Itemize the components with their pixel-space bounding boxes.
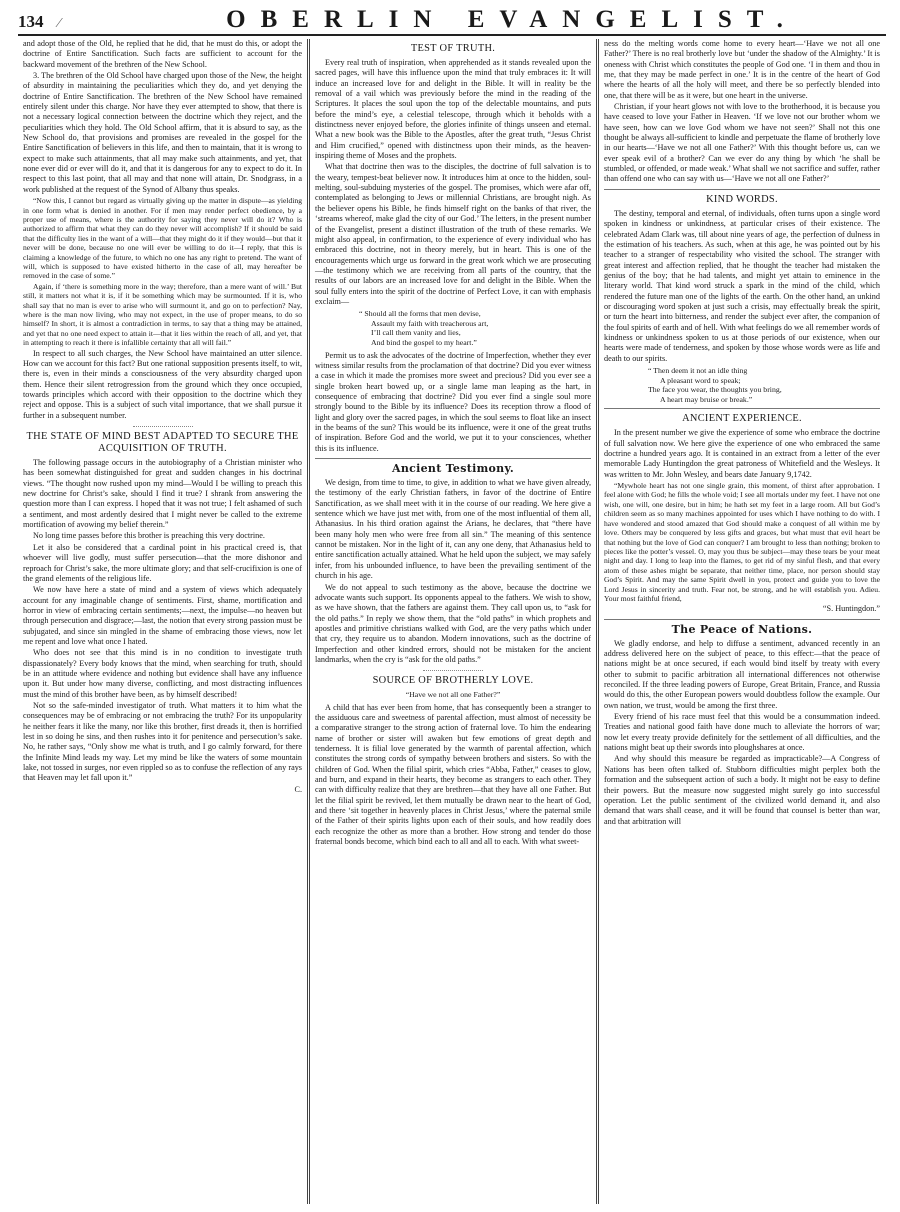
section-divider — [423, 670, 483, 671]
paragraph: Permit us to ask the advocates of the doctrine of Imperfection, whether they ever witness similar results from the proclamation of that doctrine? Did you ever witness a case in which it made the promises more sweet and precious? Did you ever see a single broken heart bowed up, or a single lame man leaping as the hart, in consequence of embracing that doctrine? Did you ever find a single soul more strongly bound to the Bible by its influence? Does its reception throw a flood of light and glory over the sacred pages, in which the soul seems to float like an insect in the beams of the sun? This would be its influence, were it one of the great truths of inspiration. Before God and the world, we put it to your consciences, whether this is its influence. — [315, 350, 591, 453]
column-2 — [307, 39, 596, 1204]
paragraph: In the present number we give the experience of some who embrace the doctrine of full salvation now. We here give the experience of one who embraced the same doctrine a hundred years ago. It is contained in an extract from a letter of the ever memorable Lady Huntingdon the great patroness of Whitefield and the Wesleys. It was written to Mr. John Wesley, and bears date January 9,1742. — [604, 428, 880, 479]
paragraph: The destiny, temporal and eternal, of individuals, often turns upon a single word spoken in kindness or unkindness, at particular crises of their existence. The celebrated Adam Clark was, till about nine years of age, the perfection of dulness in the estimation of his teachers. As such, when at this age, he was pointed out by his teacher to a stranger of respectability who visited the school. The stranger with great interest and affection replied, that he thought the teacher had mistaken the genius of the boy; that he had talents, and might yet attain to eminence in the literary world. That kind word struck a spark in the mind of the child, which rendered the future man one of the lights of the earth. On the other hand, an unkind or discouraging word spoken at just such a crisis, may effectually break the spirit, or turn the heart into bitterness, and render the subject ever after, the companion of the foul spirits of earth and of hell. With what feelings do we all remember words of kindness or unkindness spoken to us at those periods of our existence, when our hearts were made of tenderness, and spoken by those whose words were as life and death to our spirits. — [604, 208, 880, 363]
column-3 — [596, 39, 885, 1204]
signature: C. — [294, 784, 302, 794]
article-heading: THE STATE OF MIND BEST ADAPTED TO SECURE THE ACQUISITION OF TRUTH. — [26, 431, 299, 455]
page-number: 134 — [18, 12, 44, 31]
paragraph: No long time passes before this brother is preaching this very doctrine. — [33, 531, 265, 541]
paragraph: Every real truth of inspiration, when apprehended as it stands revealed upon the sacred pages, will have this influence upon the mind that truly embraces it: It will induce an increased love for and delight in the Bible. It will in reality be the removal of a vail which was previously before the mind in the reading of the Scriptures. It places the soul upon the top of the delectable mountains, and puts before the mind’s eye, a celestial telescope, through which it beholds with a distinctness never enjoyed before, the glories infinite of things unseen and eternal. What a new book was the Bible to the Apostles, after the great truth, “Jesus Christ and Him crucified,” opened with distinctness upon their minds, as the heaven-inspiring theme of Moses and the prophets. — [315, 58, 591, 161]
block-quote: “Now this, I cannot but regard as virtually giving up the matter in dispute—as yielding in one form what is denied in another. For if men may render perfect obedience, by a proper use of means, where is the authority for saying they never will do it? Who is authorized to affirm that what they can do they never will accomplish? If it should be said that the difficulty lies in the want of a will—that they might do it if they would—but that it never will be done, because no one will ever be willing to do it—I reply, that this is claiming a knowledge of the future, to which no one has any right to pretend. The want of will, which is supposed to have existed hitherto in the case of all, may hereafter be removed in the case of some.” — [23, 196, 302, 281]
paragraph: We now have here a state of mind and a system of views which adequately account for any imaginable change of sentiments. First, shame, mortification and horror in view of embracing certain sentiments;—next, the impulse—no heaven but through persecution and disgrace;—last, the notion that every strong passion must be subjugated, and since sin mingled in the shame of embracing those views, now let me repent and love what once I hated. — [23, 585, 302, 646]
article-heading: TEST OF TRUTH. — [410, 43, 496, 54]
paragraph: and adopt those of the Old, he replied that he did, that he must do this, or adopt the doctrine of Entire Sanctification. Such facts are sufficient to account for the backward movement of the brethren of the New School. — [23, 39, 302, 69]
ink-smudge: ⁄ — [58, 16, 61, 31]
poem-line: Assault my faith with treacherous art, — [371, 318, 489, 328]
article-heading: ANCIENT EXPERIENCE. — [682, 413, 802, 425]
poem-line: And bind the gospel to my heart.” — [371, 338, 477, 348]
article-heading: Ancient Testimony. — [391, 462, 515, 476]
column-1 — [18, 39, 307, 1204]
poem-line: I’ll call them vanity and lies, — [371, 328, 461, 338]
signature: “S. Huntingdon.” — [822, 604, 880, 614]
article-heading: SOURCE OF BROTHERLY LOVE. — [372, 675, 534, 687]
paragraph: And why should this measure be regarded as impracticable?—A Congress of Nations has been often talked of. Stubborn difficulties might perplex both the formation and the subsequent action of such a body. It might not be easy to define their powers. But the measure now suggested might surely go into successful operation. Let the public sentiment of the civilized world demand it, and also demand that wars shall cease, and it will be found that counsel is better than war, and that arbitration will — [604, 754, 880, 826]
poem — [315, 309, 591, 347]
section-divider — [133, 426, 193, 427]
paragraph: In respect to all such charges, the New School have maintained an utter silence. How can we account for this fact? But one rational supposition presents itself, to wit, there is, even in their minds a consciousness of the very absurdity charged upon them. Hence their silent retrogression from the ground which they once occupied, towards principles which accord with their opposition to the doctrine which they reject and oppose. This is a subject of such vital importance, that we shall pursue it further in a subsequent number. — [23, 348, 302, 420]
block-quote: Again, if ‘there is something more in the way; therefore, than a mere want of will.’ But still, it matters not what it is, if it be something which may be surmounted. If it is, who shall say that no man is ever to arise who will surmount it, and go on to perfection? Nay, where is the man now living, who may not expect, in the use of proper means, to do so himself? In short, it is almost a contradiction in terms, to say that a thing may be attained, and yet that no one need expect to attain it—that it lies within the reach of all, and yet, that in attempting to reach it there is infallible certainty that all will fail.” — [23, 281, 302, 348]
paragraph: 3. The brethren of the Old School have charged upon those of the New, the height of absurdity in maintaining the peculiarities which they do, and yet denying the doctrine of Entire Sanctification. The brethren of the New School have remained entirely silent under this charge. Nor have they ever attempted to show, that there is not a necessary logical connection between the doctrine which they reject, and the peculiarities which they hold. The Old School affirm, that it is absurd to say, as the New School do, that provisions and promises are revealed in the gospel for the Entire Sanctification of believers in this life, and then to maintain, that it is wrong to expect to make such attainments, that all may make such attainments, and yet, that none ever did or ever will do it, and that it is dangerous for any to expect to do it. In respect to this last point, that all may and that none will attain, Dr. Snodgrass, in a work published at the request of the Synod of Albany thus speaks. — [23, 71, 302, 194]
section-divider — [604, 619, 880, 620]
paragraph: Christian, if your heart glows not with love to the brotherhood, it is because you have ceased to love your Father in Heaven. ‘If we love not our brother whom we have seen, how can we love God whom we have not seen?’ Shall not this one thought be always all-sufficient to kindle and perpetuate the flame of brotherly love in our hearts—‘Have we not all one Father?’ With this thought before us, can we ever speak evil of a brother? Can we ever do any thing by which ‘he shall be stumbled, or offended, or made weak.’ What shall we not sacrifice and suffer, rather than offend one who can say with us—‘Have we not all one Father?’ — [604, 102, 880, 184]
section-divider — [315, 458, 591, 459]
poem-line: A pleasant word to speak; — [660, 375, 741, 385]
poem-line: A heart may bruise or break.” — [660, 394, 753, 404]
article-subheading: “Have we not all one Father?” — [405, 690, 501, 700]
paragraph: Who does not see that this mind is in no condition to investigate truth dispassionately? Every body knows that the mind, when searching for truth, should be in an attitude where evidence and nothing but evidence shall have any influence upon it. But under how many diverse, conflicting, and most distracting influences must the mind of this brother have been, as by himself described! — [23, 648, 302, 699]
paragraph: Let it also be considered that a cardinal point in his practical creed is, that whoever will live godly, must suffer persecution—that the more dishonor and reproach for Christ’s sake, the more ultimate glory; and that self-crucifixion is one of the grand elements of the religious life. — [23, 542, 302, 583]
paragraph: We do not appeal to such testimony as the above, because the doctrine we advocate wants such support. Its opponents appeal to the fathers. We wish to show, as we have shown, that the fathers are against them. They call upon us, to “ask for the old paths.” In reply we show them, that the “old paths” in which prophets and apostles and primitive christians walked with God, are the very paths which under that cry, they require us to abandon. Modern innovations, such as the doctrine of Imperfection and other kindred errors, should not be mistaken for the ancient landmarks, when the cry is “ask for the old paths.” — [315, 582, 591, 664]
paragraph: ness do the melting words come home to every heart—‘Have we not all one Father?’ There is no real brotherly love but ‘under the shadow of the Almighty.’ It is oneness with Christ which constitutes the people of God one. ‘I in them and thou in me, that they may be made perfect in one.’ It is in the centre of the heart of God where the hearts of all the holy will meet, and there be so perfectly blended into one, that there will be as it were, but one heart in the universe. — [604, 39, 880, 100]
article-heading: The Peace of Nations. — [671, 622, 813, 636]
paragraph: Every friend of his race must feel that this would be a consummation indeed. Treaties and national good faith have done much to alleviate the horrors of war; now let every treaty provide definitely for the settlement of all difficulties, and the nations might beat up their swords into ploughshares at once. — [604, 712, 880, 753]
block-quote: “Mywhole heart has not one single grain, this moment, of thirst after approbation. I feel alone with God; he fills the whole void; I see all mortals under my feet. I have not one wish, one will, one desire, but in him; he hath set my feet in a large room. All but God’s children seem as so many machines appointed for uses which I have nothing to do with. I have wondered and stood amazed that God should make a conquest of all within me by love. Others may be conquered by less gifts and graces, but what must that evil heart be that nothing but the love of God can conquer? I am brought to less than nothing; broken to pieces like the potter’s vessel. O, may you thus be subject—may these tears be your meat night and day. I long to leap into the flames, to get rid of my sinful flesh, and that every atom of these ashes might be separate, that neither time, place, nor person should stay God’s Spirit. And may the same Spirit dwell in you, protect and guide you to love the Lord Jesus in sincerity and truth. Fear not, be strong, and he will establish you. Adieu. Your most faithful friend, — [604, 481, 880, 603]
paragraph: A child that has ever been from home, that has consequently been a stranger to the assiduous care and sweetness of parental affection, must almost of necessity be a comparative stranger to the strong action of fraternal love. To him the endearing name of brother or sister will awaken but few emotions of great depth and tenderness. It is filial love generated by the warmth of parental affection, which constitutes the strong cords of sympathy between brothers and sisters. So with the children of God. When the filial spirit, which cries “Abba, Father,” ceases to glow, and burn, and expand in their hearts, they become as strangers to each other. They can with difficulty realize that they are brethren—that they have all one Father. But let the filial spirit be revived, let them mutually be drawn near to the heart of God, and there ‘sit together in heavenly places in Christ Jesus,’ where the paternal smile of the Father of their spirits lights upon each of their souls, and how readily does each recognize the other as more than a brother. How strong and tender do those fraternal bonds become, which bind each to all and all to each. With what sweet- — [315, 702, 591, 847]
paragraph: What that doctrine then was to the disciples, the doctrine of full salvation is to the weary, tempest-beat believer now. It introduces him at once to the hidden, soul-melting, soul-subduing mysteries of the gospel. The promises, which were afar off, contemplated as belonging to Jews or millennial Christians, are brought nigh. As the believer opens his Bible, he finds himself right on the banks of that river, the ‘streams whereof, make glad the city of our God.’ The letters, in the present number of the Evangelist, present a distinct illustration of the truth of these remarks. We might also appeal, in confirmation, to the experience of every individual who has embraced this doctrine, not in theory merely, but in heart. This is one of the encouragements which urge us forward in the great work which we are prosecuting—the testimony which we are receiving from all parts of the country, that the results of our labors are an increased love for and delight in the Bible. When the soul fully enters into the spirit of the doctrine of Perfect Love, it can with emphasis exclaim— — [315, 162, 591, 306]
poem-line: “ Then deem it not an idle thing — [648, 365, 748, 375]
poem-line: “ Should all the forms that men devise, — [359, 309, 481, 319]
poem — [604, 366, 880, 404]
paragraph: The following passage occurs in the autobiography of a Christian minister who has been somewhat distinguished for great and sudden changes in his doctrinal views. “The thought now rushed upon my mind—Would I be willing to preach this new doctrine for Christ’s sake, should I find it true? I shrank from answering the question more than I can express. I hoped that it was not true; I felt ashamed of such a sentiment, and most ardently desired that I might never be called to the extreme mortification of avowing my belief therein.” — [23, 458, 302, 530]
newspaper-title: OBERLIN EVANGELIST. — [226, 6, 798, 33]
section-divider — [604, 189, 880, 190]
article-heading: KIND WORDS. — [706, 193, 778, 205]
paragraph: We gladly endorse, and help to diffuse a sentiment, advanced recently in an address delivered here on the subject of peace, to this effect:—that the peace of nations might be at once secured, if each would bind itself by treaty with every other to submit to pacific arbitration all international differences not otherwise reconciled. If the three leading powers of Europe, Great Britain, France, and Russia would do this, the other European powers would doubtless follow the example. Our own nation, we trust, would be among the first three. — [604, 638, 880, 710]
masthead — [18, 6, 886, 36]
poem-line: The face you wear, the thoughts you bring, — [648, 385, 782, 395]
paragraph: Not so the safe-minded investigator of truth. What matters it to him what the consequences may be of embracing or not embracing the truth? For its unpopularity he neither fears it like the many, nor like this brother, first dreads it, then is horrified lest in so doing he sins, and then rushes into it for penitence and persecution’s sake. No, he rather says, “Only show me what is truth, and I go calmly forward, for there the Infinite Mind leads my way. Let my mind be like the waters of some mountain lake, not tossed in surges, nor even rippled so as to confuse the reflection of any rays that Heaven may let fall upon it.” — [23, 700, 302, 783]
section-divider — [604, 408, 880, 409]
paragraph: We design, from time to time, to give, in addition to what we have given already, the testimony of the early Christian fathers, in favor of the doctrine of Entire Sanctification, as we shall meet with it in the course of our reading. We here give a sentence which we have just met with, from one of the most influential of them all, Athanasius. In his third oration against the Arians, he declares, that “there have been many holy men who were free from all sin.” The meaning of this sentence cannot be mistaken. Nor in the light of it, can any one deny, that Athanasius held to entire sanctification actually attained. What he held upon the subject, we may safely infer, from his unbounded influence, to have been the prevailing sentiment of the church in his age. — [315, 478, 591, 581]
